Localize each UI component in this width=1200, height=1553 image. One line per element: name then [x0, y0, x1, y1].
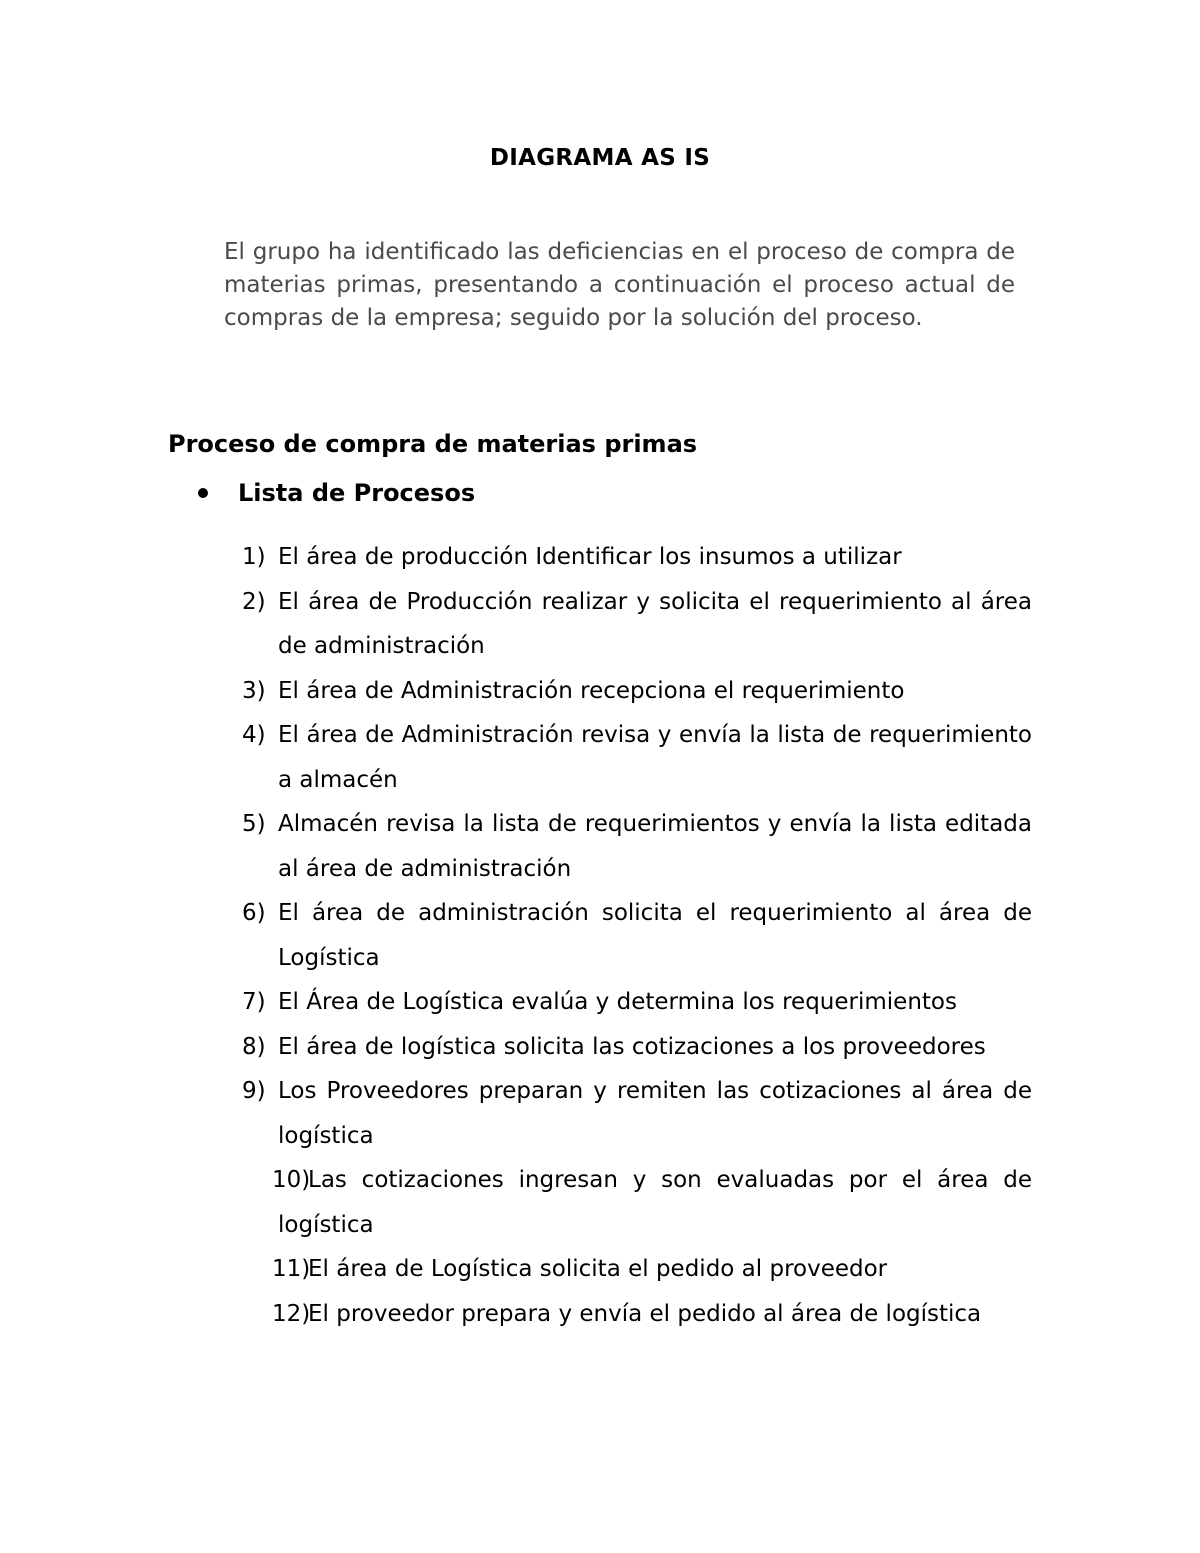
step-text: El proveedor prepara y envía el pedido al área de logística	[308, 1300, 982, 1327]
list-item	[242, 713, 1032, 802]
list-item	[242, 580, 1032, 669]
list-item	[242, 1158, 1032, 1247]
step-text: El área de Administración revisa y envía la lista de requerimiento a almacén	[278, 722, 1032, 793]
step-number: 1)	[242, 544, 266, 570]
step-number: 5)	[242, 811, 266, 837]
step-text: Las cotizaciones ingresan y son evaluadas por el área de logística	[278, 1167, 1032, 1238]
step-text: El área de Logística solicita el pedido al proveedor	[308, 1256, 888, 1282]
process-list-heading-label: Lista de Procesos	[238, 479, 476, 507]
step-number: 10)	[272, 1167, 311, 1193]
list-item	[242, 980, 1032, 1025]
list-item	[242, 891, 1032, 980]
list-item	[242, 535, 1032, 580]
step-number: 7)	[242, 989, 266, 1015]
step-text: El área de Administración recepciona el requerimiento	[278, 677, 905, 704]
step-text: El Área de Logística evalúa y determina los requerimientos	[278, 989, 957, 1015]
step-text: Almacén revisa la lista de requerimientos y envía la lista editada al área de administración	[278, 811, 1032, 882]
list-item	[242, 1247, 1032, 1292]
intro-paragraph: El grupo ha identificado las deficiencias en el proceso de compra de materias primas, presentando a continuación el proceso actual de compras de la empresa; seguido por la solución del proceso.	[224, 239, 1015, 331]
step-number: 4)	[242, 722, 266, 748]
list-item	[242, 1292, 1032, 1337]
step-number: 8)	[242, 1033, 266, 1060]
step-text: El área de Producción realizar y solicita el requerimiento al área de administración	[278, 588, 1032, 659]
step-number: 11)	[272, 1256, 311, 1282]
step-text: Los Proveedores preparan y remiten las cotizaciones al área de logística	[278, 1078, 1032, 1149]
list-item	[242, 669, 1032, 714]
step-text: El área de administración solicita el requerimiento al área de Logística	[278, 900, 1032, 971]
step-number: 12)	[272, 1300, 311, 1327]
process-steps-list	[242, 535, 1032, 1336]
list-item	[242, 1025, 1032, 1070]
section-heading: Proceso de compra de materias primas	[168, 430, 698, 458]
document-title: DIAGRAMA AS IS	[489, 145, 711, 171]
step-number: 9)	[242, 1078, 266, 1104]
step-text: El área de logística solicita las cotizaciones a los proveedores	[278, 1033, 986, 1060]
list-item	[242, 802, 1032, 891]
step-text: El área de producción Identificar los insumos a utilizar	[278, 544, 902, 570]
bullet-icon	[198, 488, 208, 498]
list-item	[242, 1069, 1032, 1158]
step-number: 6)	[242, 900, 266, 926]
step-number: 3)	[242, 677, 266, 704]
step-number: 2)	[242, 588, 266, 615]
